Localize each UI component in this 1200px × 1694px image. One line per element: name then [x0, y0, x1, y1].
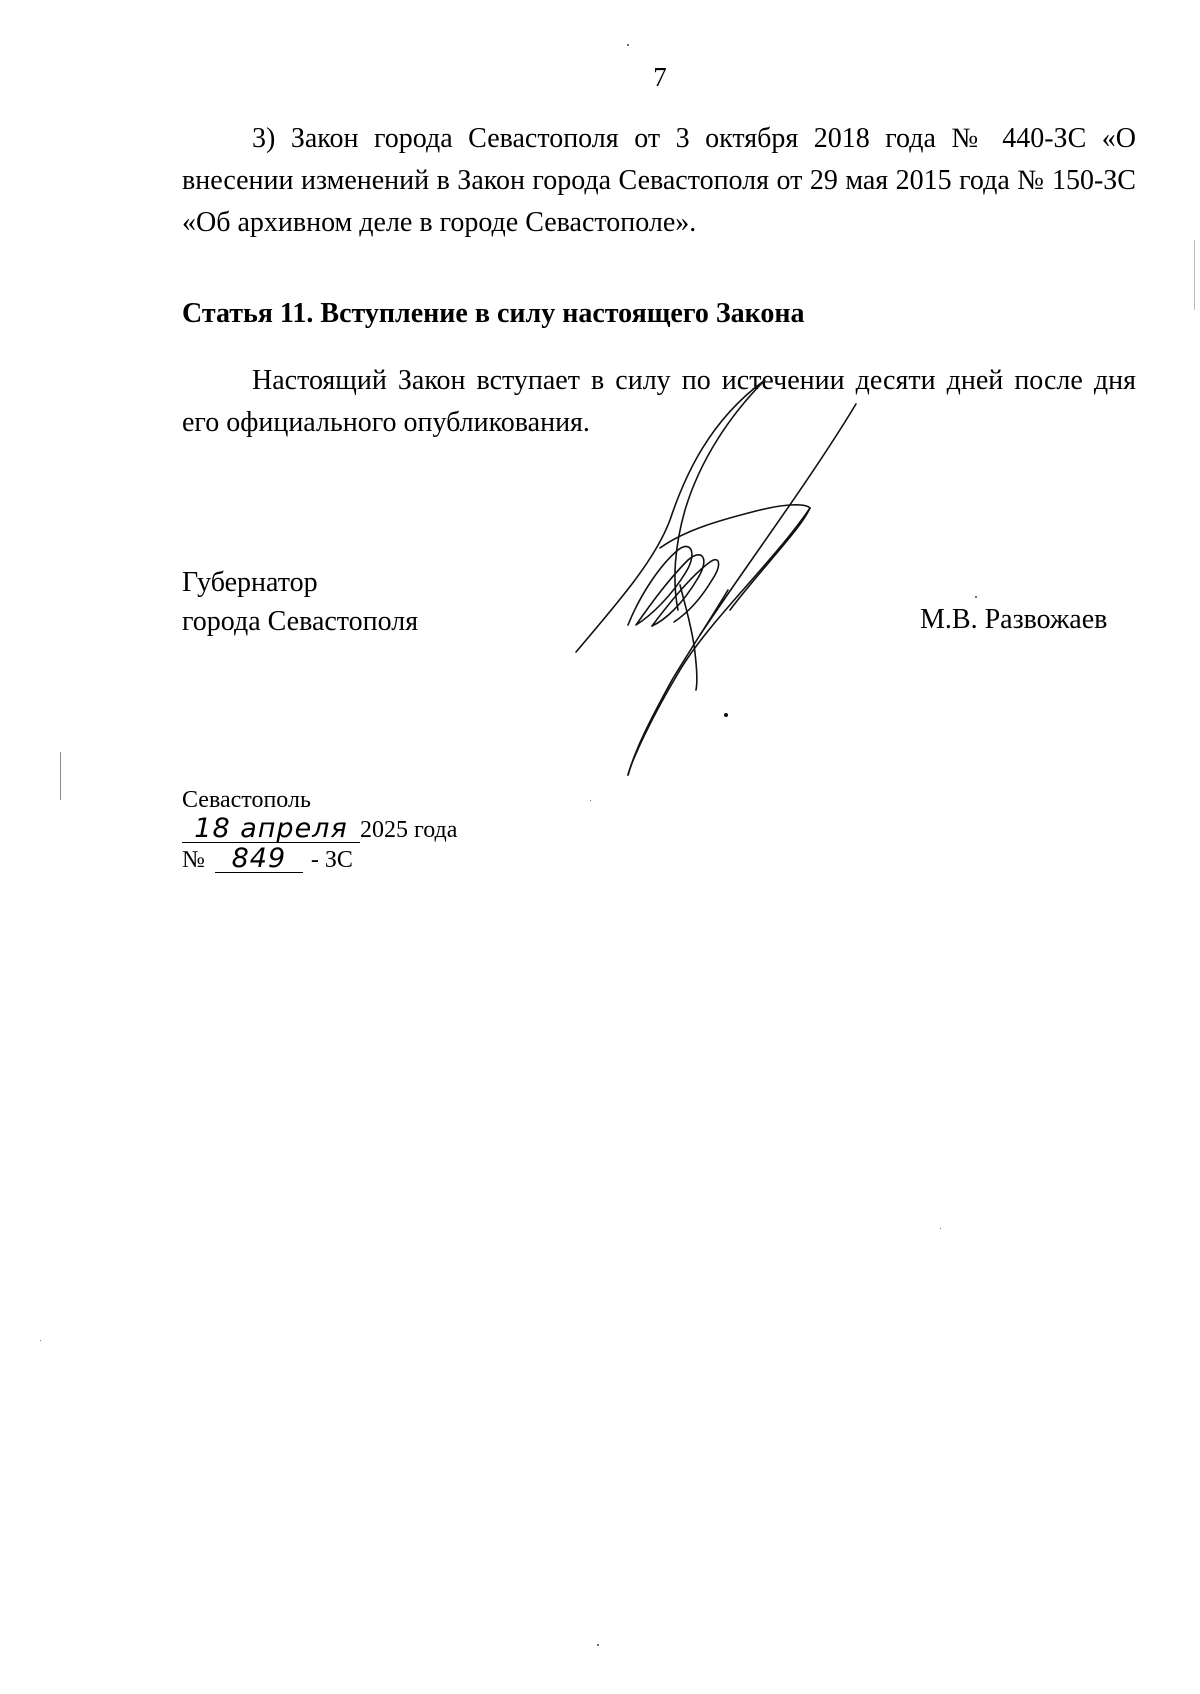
scan-speck [597, 1644, 599, 1646]
number-sign: № [182, 847, 205, 873]
list-item-law-3: 3) Закон города Севастополя от 3 октября 2018 года № 440-ЗС «О внесении изменений в Закон города Севастополя от 29 мая 2015 года № 150-ЗС «Об архивном деле в городе Севастополе». [182, 123, 1136, 238]
scan-speck [940, 1228, 941, 1229]
scan-edge-mark [1194, 240, 1195, 310]
issue-number [182, 845, 457, 875]
handwritten-number: 849 [215, 846, 303, 873]
scan-speck [40, 1340, 41, 1341]
issue-year: 2025 года [360, 817, 458, 843]
number-suffix: - ЗС [310, 847, 353, 873]
handwritten-date: 18 апреля [182, 816, 360, 843]
article-heading: Статья 11. Вступление в силу настоящего Закона [182, 298, 805, 329]
issue-details [182, 785, 457, 875]
scan-edge-mark [60, 752, 61, 800]
page-number: 7 [653, 62, 667, 92]
scan-speck [627, 44, 629, 46]
scan-speck [590, 800, 591, 801]
issue-date [182, 815, 457, 845]
signatory-title-line-1: Губернатор [182, 567, 318, 598]
signatory-name: М.В. Развожаев [920, 604, 1108, 635]
handwritten-signature [560, 380, 880, 800]
signatory-title-line-2: города Севастополя [182, 606, 419, 637]
signatory-title [182, 563, 418, 641]
article-text: Настоящий Закон вступает в силу по истечении десяти дней после дня его официального опубликования. [182, 365, 1136, 438]
scan-speck [975, 596, 977, 598]
issue-city: Севастополь [182, 787, 311, 813]
